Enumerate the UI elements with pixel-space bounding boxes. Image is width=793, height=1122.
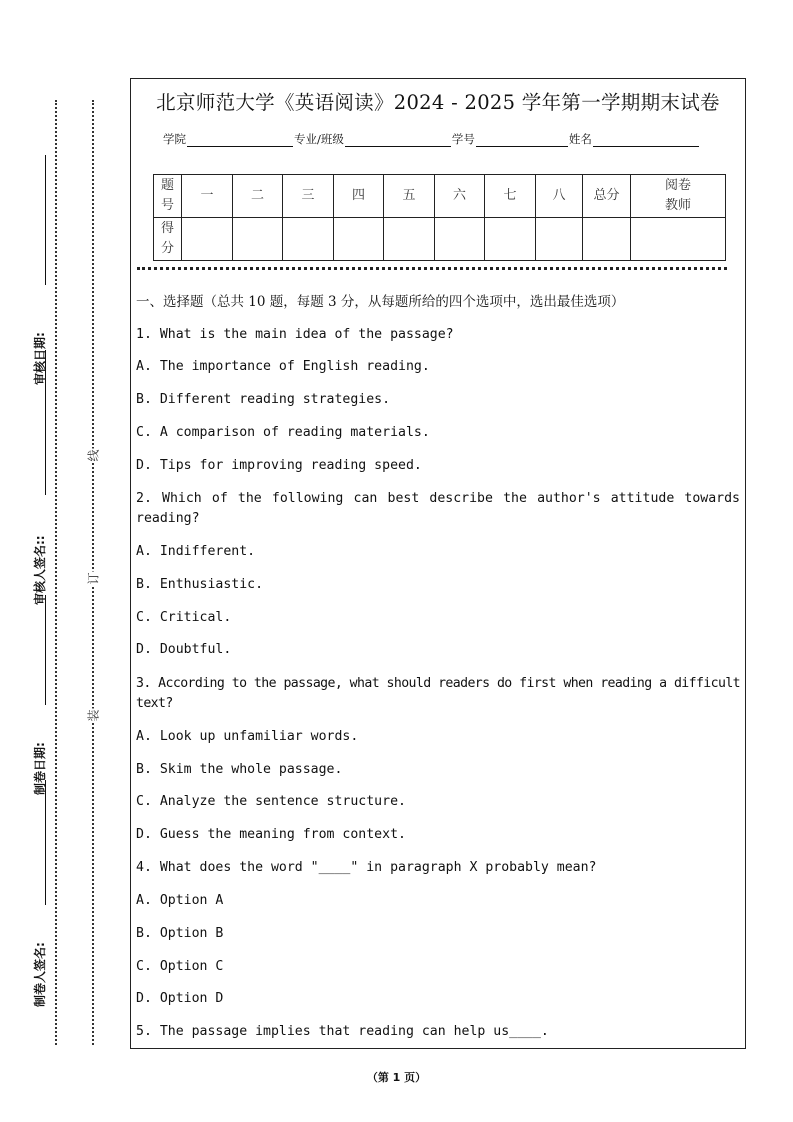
row-label-score: 得分 [154,218,182,261]
column-header: 四 [334,175,384,218]
score-table [153,174,726,261]
table-row-scores [154,218,726,261]
review-date-line[interactable] [45,155,46,285]
dotted-line-outer [55,100,57,1045]
column-header: 八 [536,175,583,218]
make-date-line[interactable] [45,595,46,705]
answer-option[interactable]: B. Enthusiastic. [136,577,264,592]
maker-sign-line[interactable] [45,780,46,905]
answer-option[interactable]: D. Tips for improving reading speed. [136,458,422,473]
review-date-label: 审核日期: [33,332,47,385]
section-title: 一、选择题（总共 10 题，每题 3 分，从每题所给的四个选项中，选出最佳选项） [136,294,625,310]
score-cell[interactable] [384,218,435,261]
answer-option[interactable]: D. Doubtful. [136,642,232,657]
column-header: 一 [182,175,233,218]
student-id-field[interactable] [476,133,568,147]
answer-option[interactable]: C. A comparison of reading materials. [136,425,430,440]
cut-mark-pack: 装 [86,709,101,722]
answer-option[interactable]: A. Option A [136,893,224,908]
question-text: 4. What does the word "____" in paragraph X probably mean? [136,860,597,875]
make-date-label: 制卷日期: [33,742,47,795]
answer-option[interactable]: B. Option B [136,926,224,941]
reviewer-sign-label: 审核人签名:: [33,535,47,605]
score-cell[interactable] [435,218,485,261]
major-label: 专业/班级 [294,132,344,146]
score-cell[interactable] [334,218,384,261]
answer-option[interactable]: C. Critical. [136,610,232,625]
college-label: 学院 [163,132,186,146]
name-field[interactable] [593,133,699,147]
page-title: 北京师范大学《英语阅读》2024 - 2025 学年第一学期期末试卷 [156,91,720,114]
cut-mark-line: 线 [86,449,101,462]
reviewer-sign-line[interactable] [45,350,46,495]
score-cell[interactable] [283,218,334,261]
answer-option[interactable]: B. Skim the whole passage. [136,762,343,777]
answer-option[interactable]: C. Option C [136,959,224,974]
score-cell[interactable] [233,218,283,261]
name-label: 姓名 [568,132,592,146]
score-cell[interactable] [182,218,233,261]
answer-option[interactable]: A. Look up unfamiliar words. [136,729,359,744]
page-number: （第 1 页） [366,1071,427,1084]
row-label-question: 题号 [154,175,182,218]
college-field[interactable] [187,133,293,147]
student-info-row [163,131,700,147]
answer-option[interactable]: B. Different reading strategies. [136,392,391,407]
cut-mark-bind: 订 [86,572,101,585]
question-text: 2. Which of the following can best describe the author's attitude towards reading? [136,491,740,526]
dotted-separator [137,267,727,270]
column-header: 阅卷教师 [631,175,726,218]
question-text: 1. What is the main idea of the passage? [136,327,454,342]
score-cell[interactable] [485,218,536,261]
column-header: 二 [233,175,283,218]
maker-sign-label: 制卷人签名: [33,942,47,1007]
answer-option[interactable]: D. Option D [136,991,224,1006]
table-row-headers [154,175,726,218]
question-text: 5. The passage implies that reading can help us____. [136,1024,549,1039]
score-cell[interactable] [536,218,583,261]
column-header: 六 [435,175,485,218]
column-header: 总分 [583,175,631,218]
answer-option[interactable]: D. Guess the meaning from context. [136,827,406,842]
major-field[interactable] [345,133,451,147]
question-text: 3. According to the passage, what should readers do first when reading a difficult text? [136,676,740,711]
student-id-label: 学号 [451,132,475,146]
answer-option[interactable]: C. Analyze the sentence structure. [136,794,406,809]
score-cell[interactable] [631,218,726,261]
score-cell[interactable] [583,218,631,261]
answer-option[interactable]: A. The importance of English reading. [136,359,430,374]
column-header: 七 [485,175,536,218]
answer-option[interactable]: A. Indifferent. [136,544,256,559]
column-header: 三 [283,175,334,218]
column-header: 五 [384,175,435,218]
